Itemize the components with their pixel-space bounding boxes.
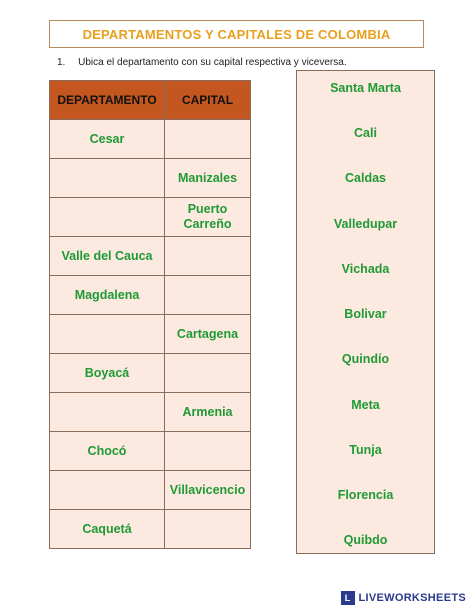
word-bank-item[interactable]: Bolivar <box>344 307 387 321</box>
cell-capital[interactable] <box>165 354 251 393</box>
table-row <box>50 432 251 471</box>
cell-departamento[interactable]: Valle del Cauca <box>50 237 165 276</box>
cell-departamento[interactable]: Caquetá <box>50 510 165 549</box>
word-bank-item[interactable]: Tunja <box>349 443 382 457</box>
table-row <box>50 159 251 198</box>
word-bank-item[interactable]: Vichada <box>341 262 390 276</box>
table-row <box>50 471 251 510</box>
instruction-text: Ubica el departamento con su capital respectiva y viceversa. <box>78 57 347 68</box>
brand-name: LIVEWORKSHEETS <box>358 592 466 604</box>
cell-capital[interactable]: Villavicencio <box>165 471 251 510</box>
column-header-departamento: DEPARTAMENTO <box>50 81 165 120</box>
title-box <box>49 20 424 48</box>
cell-capital[interactable]: Manizales <box>165 159 251 198</box>
cell-capital[interactable] <box>165 237 251 276</box>
table-row <box>50 120 251 159</box>
table-row <box>50 315 251 354</box>
word-bank-item[interactable]: Florencia <box>337 488 394 502</box>
page-title: DEPARTAMENTOS Y CAPITALES DE COLOMBIA <box>82 26 391 42</box>
word-bank-item[interactable]: Santa Marta <box>330 81 401 95</box>
instruction-number: 1. <box>57 57 66 68</box>
departments-table <box>49 80 251 549</box>
cell-capital[interactable] <box>165 432 251 471</box>
cell-capital[interactable]: Armenia <box>165 393 251 432</box>
table-row <box>50 237 251 276</box>
table-row <box>50 276 251 315</box>
cell-departamento[interactable]: Chocó <box>50 432 165 471</box>
cell-departamento[interactable]: Boyacá <box>50 354 165 393</box>
instruction <box>57 57 347 68</box>
cell-capital[interactable] <box>165 120 251 159</box>
cell-departamento[interactable] <box>50 198 165 237</box>
word-bank <box>296 70 435 554</box>
word-bank-item[interactable]: Caldas <box>345 171 386 185</box>
cell-departamento[interactable] <box>50 315 165 354</box>
cell-capital[interactable] <box>165 276 251 315</box>
table-row <box>50 354 251 393</box>
cell-departamento[interactable] <box>50 159 165 198</box>
column-header-capital: CAPITAL <box>165 81 251 120</box>
liveworksheets-logo-icon: L <box>341 591 355 605</box>
cell-capital[interactable] <box>165 510 251 549</box>
table-row <box>50 198 251 237</box>
cell-departamento[interactable] <box>50 471 165 510</box>
word-bank-item[interactable]: Quibdo <box>343 533 388 547</box>
table-header-row <box>50 81 251 120</box>
word-bank-item[interactable]: Valledupar <box>333 217 398 231</box>
table-row <box>50 510 251 549</box>
word-bank-item[interactable]: Meta <box>351 398 380 412</box>
table-row <box>50 393 251 432</box>
footer-brand[interactable] <box>341 591 467 605</box>
cell-capital[interactable]: Puerto Carreño <box>165 198 251 237</box>
word-bank-item[interactable]: Cali <box>354 126 377 140</box>
cell-departamento[interactable] <box>50 393 165 432</box>
cell-capital[interactable]: Cartagena <box>165 315 251 354</box>
word-bank-item[interactable]: Quindío <box>341 352 390 366</box>
cell-departamento[interactable]: Cesar <box>50 120 165 159</box>
cell-departamento[interactable]: Magdalena <box>50 276 165 315</box>
